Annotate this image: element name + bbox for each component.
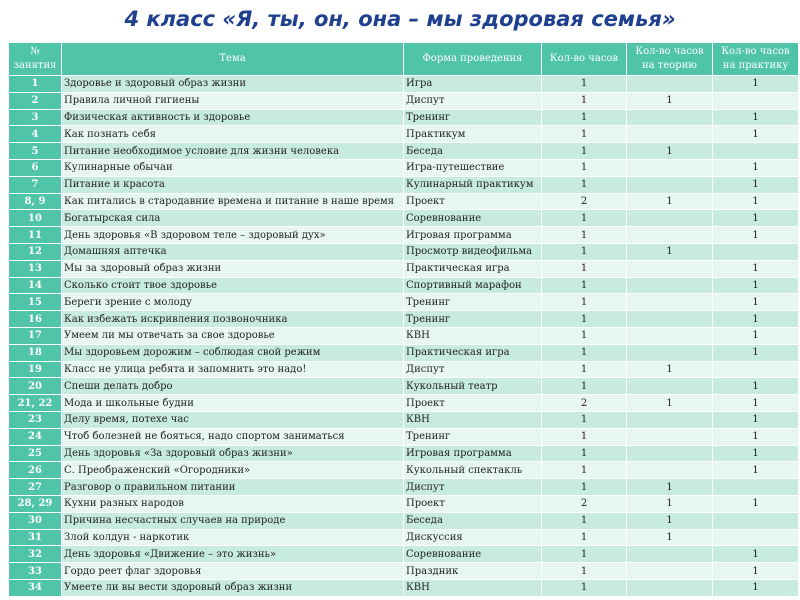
table-row [9,193,799,210]
cell-hours: 1 [542,579,627,596]
cell-hours: 1 [542,462,627,479]
cell-topic: Домашняя аптечка [62,243,404,260]
cell-num: 34 [9,579,62,596]
cell-topic: Делу время, потехе час [62,411,404,428]
cell-form: Дискуссия [404,529,542,546]
cell-num: 25 [9,445,62,462]
cell-num: 6 [9,159,62,176]
table-row [9,126,799,143]
cell-form: Проект [404,495,542,512]
cell-topic: Кухни разных народов [62,495,404,512]
cell-num: 3 [9,109,62,126]
cell-num: 18 [9,344,62,361]
cell-topic: Чтоб болезней не бояться, надо спортом заниматься [62,428,404,445]
cell-hours: 1 [542,277,627,294]
cell-num: 21, 22 [9,395,62,412]
cell-hours: 1 [542,445,627,462]
cell-topic: Как познать себя [62,126,404,143]
cell-hours: 1 [542,159,627,176]
cell-practice: 1 [713,277,799,294]
cell-topic: Как избежать искривления позвоночника [62,311,404,328]
cell-num: 30 [9,512,62,529]
cell-practice: 1 [713,227,799,244]
cell-theory: 1 [627,529,713,546]
cell-theory: 1 [627,395,713,412]
cell-num: 4 [9,126,62,143]
cell-practice: 1 [713,563,799,580]
cell-num: 12 [9,243,62,260]
cell-theory [627,76,713,93]
cell-num: 15 [9,294,62,311]
cell-form: Диспут [404,92,542,109]
cell-num: 31 [9,529,62,546]
lesson-plan-table [8,42,799,597]
table-row [9,395,799,412]
cell-theory: 1 [627,92,713,109]
header-form: Форма проведения [404,43,542,76]
table-header-row [9,43,799,76]
cell-topic: Богатырская сила [62,210,404,227]
cell-topic: Питание и красота [62,176,404,193]
cell-form: Игра-путешествие [404,159,542,176]
cell-num: 8, 9 [9,193,62,210]
cell-theory [627,176,713,193]
cell-num: 2 [9,92,62,109]
cell-theory [627,210,713,227]
cell-topic: Гордо реет флаг здоровья [62,563,404,580]
cell-num: 13 [9,260,62,277]
table-row [9,479,799,496]
cell-topic: День здоровья «В здоровом теле – здоровый дух» [62,227,404,244]
cell-practice: 1 [713,76,799,93]
cell-hours: 1 [542,126,627,143]
cell-topic: Класс не улица ребята и запомнить это надо! [62,361,404,378]
cell-form: КВН [404,411,542,428]
cell-num: 11 [9,227,62,244]
cell-topic: Береги зрение с молоду [62,294,404,311]
cell-form: Соревнование [404,210,542,227]
table-row [9,428,799,445]
cell-theory: 1 [627,479,713,496]
cell-topic: Умеем ли мы отвечать за свое здоровье [62,327,404,344]
cell-hours: 1 [542,529,627,546]
cell-form: Практическая игра [404,344,542,361]
cell-theory: 1 [627,243,713,260]
cell-practice: 1 [713,495,799,512]
cell-topic: День здоровья «За здоровый образ жизни» [62,445,404,462]
cell-practice: 1 [713,428,799,445]
table-row [9,243,799,260]
cell-num: 33 [9,563,62,580]
cell-practice: 1 [713,411,799,428]
cell-form: Соревнование [404,546,542,563]
cell-practice [713,92,799,109]
table-row [9,311,799,328]
cell-num: 19 [9,361,62,378]
cell-practice: 1 [713,311,799,328]
header-hours: Кол-во часов [542,43,627,76]
cell-theory [627,378,713,395]
cell-hours: 1 [542,243,627,260]
cell-hours: 1 [542,512,627,529]
cell-topic: Мода и школьные будни [62,395,404,412]
cell-hours: 2 [542,193,627,210]
table-row [9,512,799,529]
cell-practice [713,529,799,546]
cell-form: Игровая программа [404,227,542,244]
cell-form: Спортивный марафон [404,277,542,294]
cell-hours: 1 [542,344,627,361]
cell-form: Кулинарный практикум [404,176,542,193]
cell-form: КВН [404,579,542,596]
table-row [9,277,799,294]
header-theory: Кол-во часов на теорию [627,43,713,76]
cell-topic: Как питались в стародавние времена и питание в наше время [62,193,404,210]
cell-hours: 1 [542,327,627,344]
cell-topic: Мы за здоровый образ жизни [62,260,404,277]
cell-form: Тренинг [404,294,542,311]
cell-num: 28, 29 [9,495,62,512]
cell-practice: 1 [713,462,799,479]
cell-practice [713,361,799,378]
cell-form: Тренинг [404,109,542,126]
cell-num: 14 [9,277,62,294]
table-row [9,92,799,109]
cell-hours: 1 [542,479,627,496]
cell-practice: 1 [713,260,799,277]
cell-form: Игра [404,76,542,93]
table-row [9,529,799,546]
table-row [9,546,799,563]
cell-form: Праздник [404,563,542,580]
cell-hours: 1 [542,143,627,160]
cell-hours: 1 [542,428,627,445]
cell-num: 1 [9,76,62,93]
cell-form: Диспут [404,479,542,496]
table-row [9,462,799,479]
cell-theory: 1 [627,361,713,378]
cell-form: Игровая программа [404,445,542,462]
table-row [9,361,799,378]
cell-practice: 1 [713,159,799,176]
table-row [9,294,799,311]
cell-practice [713,243,799,260]
cell-theory [627,546,713,563]
cell-num: 16 [9,311,62,328]
cell-num: 24 [9,428,62,445]
cell-topic: День здоровья «Движение – это жизнь» [62,546,404,563]
table-row [9,76,799,93]
table-row [9,260,799,277]
cell-practice: 1 [713,378,799,395]
cell-topic: С. Преображенский «Огородники» [62,462,404,479]
page-title: 4 класс «Я, ты, он, она – мы здоровая семья» [124,7,676,31]
table-row [9,411,799,428]
cell-hours: 1 [542,294,627,311]
cell-practice: 1 [713,193,799,210]
cell-form: Практическая игра [404,260,542,277]
cell-form: Беседа [404,512,542,529]
cell-practice [713,479,799,496]
cell-form: Тренинг [404,311,542,328]
cell-num: 23 [9,411,62,428]
cell-num: 27 [9,479,62,496]
table-row [9,445,799,462]
cell-num: 5 [9,143,62,160]
cell-hours: 2 [542,495,627,512]
cell-hours: 1 [542,563,627,580]
table-row [9,210,799,227]
cell-form: Тренинг [404,428,542,445]
cell-theory: 1 [627,512,713,529]
table-row [9,176,799,193]
cell-practice: 1 [713,126,799,143]
cell-practice: 1 [713,344,799,361]
cell-theory [627,227,713,244]
cell-topic: Правила личной гигиены [62,92,404,109]
cell-theory [627,327,713,344]
cell-hours: 2 [542,395,627,412]
cell-practice: 1 [713,579,799,596]
cell-hours: 1 [542,361,627,378]
cell-form: Просмотр видеофильма [404,243,542,260]
header-topic: Тема [62,43,404,76]
cell-hours: 1 [542,411,627,428]
cell-theory [627,311,713,328]
cell-form: Кукольный театр [404,378,542,395]
cell-topic: Злой колдун - наркотик [62,529,404,546]
cell-num: 10 [9,210,62,227]
table-row [9,143,799,160]
cell-theory: 1 [627,495,713,512]
cell-topic: Кулинарные обычаи [62,159,404,176]
cell-topic: Разговор о правильном питании [62,479,404,496]
table-row [9,159,799,176]
cell-topic: Сколько стоит твое здоровье [62,277,404,294]
table-row [9,378,799,395]
table-row [9,327,799,344]
cell-form: КВН [404,327,542,344]
table-row [9,563,799,580]
table-row [9,495,799,512]
cell-theory [627,462,713,479]
cell-hours: 1 [542,546,627,563]
cell-hours: 1 [542,92,627,109]
cell-practice: 1 [713,546,799,563]
cell-theory [627,260,713,277]
cell-hours: 1 [542,378,627,395]
cell-theory [627,159,713,176]
cell-form: Проект [404,395,542,412]
cell-theory [627,428,713,445]
cell-theory [627,344,713,361]
cell-theory [627,579,713,596]
header-num: № занятия [9,43,62,76]
cell-form: Практикум [404,126,542,143]
cell-topic: Питание необходимое условие для жизни человека [62,143,404,160]
cell-topic: Физическая активность и здоровье [62,109,404,126]
cell-topic: Спеши делать добро [62,378,404,395]
cell-practice: 1 [713,327,799,344]
cell-hours: 1 [542,311,627,328]
cell-practice: 1 [713,176,799,193]
cell-topic: Здоровье и здоровый образ жизни [62,76,404,93]
cell-theory [627,563,713,580]
table-body [9,76,799,597]
cell-theory [627,294,713,311]
table-row [9,109,799,126]
cell-num: 32 [9,546,62,563]
cell-theory: 1 [627,193,713,210]
table-row [9,579,799,596]
cell-theory: 1 [627,143,713,160]
cell-hours: 1 [542,176,627,193]
cell-theory [627,126,713,143]
table-row [9,227,799,244]
cell-hours: 1 [542,76,627,93]
cell-practice: 1 [713,109,799,126]
cell-num: 17 [9,327,62,344]
cell-num: 7 [9,176,62,193]
cell-practice: 1 [713,294,799,311]
cell-practice: 1 [713,395,799,412]
cell-form: Диспут [404,361,542,378]
cell-hours: 1 [542,109,627,126]
table-row [9,344,799,361]
cell-topic: Причина несчастных случаев на природе [62,512,404,529]
cell-form: Беседа [404,143,542,160]
header-practice: Кол-во часов на практику [713,43,799,76]
cell-num: 26 [9,462,62,479]
cell-theory [627,109,713,126]
cell-practice [713,512,799,529]
cell-form: Кукольный спектакль [404,462,542,479]
cell-practice: 1 [713,445,799,462]
cell-topic: Мы здоровьем дорожим – соблюдая свой режим [62,344,404,361]
cell-hours: 1 [542,210,627,227]
cell-hours: 1 [542,227,627,244]
cell-practice: 1 [713,210,799,227]
cell-practice [713,143,799,160]
cell-form: Проект [404,193,542,210]
cell-topic: Умеете ли вы вести здоровый образ жизни [62,579,404,596]
cell-hours: 1 [542,260,627,277]
cell-theory [627,277,713,294]
cell-num: 20 [9,378,62,395]
cell-theory [627,411,713,428]
cell-theory [627,445,713,462]
